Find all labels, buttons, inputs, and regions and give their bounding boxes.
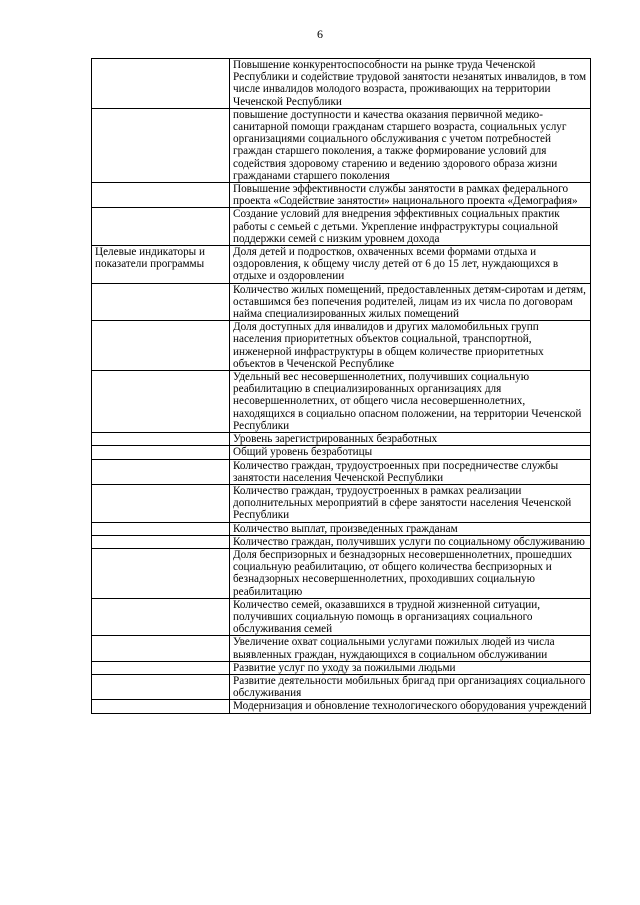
table-row — [92, 433, 591, 446]
row-value-cell: Увеличение охват социальными услугами пожилых людей из числа выявленных граждан, нуждающихся в социальном обслуживании — [230, 636, 591, 661]
table-row — [92, 459, 591, 484]
row-value-cell: Развитие услуг по уходу за пожилыми людьми — [230, 661, 591, 674]
table-row — [92, 484, 591, 522]
row-value-cell: Повышение конкурентоспособности на рынке труда Чеченской Республики и содействие трудовой занятости незанятых инвалидов, в том числе инвалидов молодого возраста, проживающих на территории Чеченской Республики — [230, 59, 591, 109]
target-indicators-label: Целевые индикаторы и показатели программы — [92, 246, 230, 284]
row-label-cell — [92, 108, 230, 182]
row-label-cell — [92, 522, 230, 535]
table-row — [92, 548, 591, 598]
row-label-cell — [92, 661, 230, 674]
table-row — [92, 371, 591, 433]
table-row — [92, 246, 591, 284]
table-row — [92, 598, 591, 636]
row-value-cell: Создание условий для внедрения эффективных социальных практик работы с семьей с детьми. Укрепление инфраструктуры социальной поддержки семей с низким уровнем дохода — [230, 208, 591, 246]
row-label-cell — [92, 535, 230, 548]
row-value-cell: Количество жилых помещений, предоставленных детям-сиротам и детям, оставшимся без попечения родителей, лицам из их числа по договорам найма специализированных жилых помещений — [230, 283, 591, 321]
row-label-cell — [92, 459, 230, 484]
page-number: 6 — [317, 27, 323, 41]
row-label-cell — [92, 283, 230, 321]
table-row — [92, 108, 591, 182]
row-value-cell: Общий уровень безработицы — [230, 446, 591, 459]
row-label-cell — [92, 371, 230, 433]
row-value-cell: Доля детей и подростков, охваченных всеми формами отдыха и оздоровления, к общему числу детей от 6 до 15 лет, нуждающихся в отдыхе и оздоровлении — [230, 246, 591, 284]
table-row — [92, 535, 591, 548]
table-row — [92, 183, 591, 208]
table-row — [92, 661, 591, 674]
row-value-cell: Количество семей, оказавшихся в трудной жизненной ситуации, получивших социальную помощь в организациях социального обслуживания семей — [230, 598, 591, 636]
row-label-cell — [92, 183, 230, 208]
row-value-cell: Доля доступных для инвалидов и других маломобильных групп населения приоритетных объектов социальной, транспортной, инженерной инфраструктуры в общем количестве приоритетных объектов в Чеченской Республике — [230, 321, 591, 371]
row-value-cell: Количество выплат, произведенных гражданам — [230, 522, 591, 535]
row-label-cell — [92, 208, 230, 246]
row-label-cell — [92, 548, 230, 598]
row-label-cell — [92, 598, 230, 636]
table-row — [92, 321, 591, 371]
row-value-cell: Доля беспризорных и безнадзорных несовершеннолетних, прошедших социальную реабилитацию, от общего количества беспризорных и безнадзорных несовершеннолетних, проходивших социальную реабилитацию — [230, 548, 591, 598]
row-value-cell: Повышение эффективности службы занятости в рамках федерального проекта «Содействие занятости» национального проекта «Демография» — [230, 183, 591, 208]
table-row — [92, 283, 591, 321]
row-label-cell — [92, 700, 230, 713]
row-label-cell — [92, 484, 230, 522]
row-label-cell — [92, 674, 230, 699]
row-value-cell: Количество граждан, получивших услуги по социальному обслуживанию — [230, 535, 591, 548]
row-value-cell: Количество граждан, трудоустроенных в рамках реализации дополнительных мероприятий в сфере занятости населения Чеченской Республики — [230, 484, 591, 522]
row-value-cell: Удельный вес несовершеннолетних, получивших социальную реабилитацию в специализированных организациях для несовершеннолетних, от общего числа несовершеннолетних, находящихся в социально опасном положении, на территории Чеченской Республики — [230, 371, 591, 433]
row-label-cell — [92, 321, 230, 371]
row-value-cell: Уровень зарегистрированных безработных — [230, 433, 591, 446]
row-value-cell: повышение доступности и качества оказания первичной медико-санитарной помощи гражданам старшего возраста, социальных услуг организациями социального обслуживания с учетом потребностей граждан старшего поколения, а также формирование условий для содействия здоровому старению и ведению здорового образа жизни гражданами старшего поколения — [230, 108, 591, 182]
row-label-cell — [92, 433, 230, 446]
table-row — [92, 208, 591, 246]
row-label-cell — [92, 446, 230, 459]
row-value-cell: Развитие деятельности мобильных бригад при организациях социального обслуживания — [230, 674, 591, 699]
table-row — [92, 522, 591, 535]
table-row — [92, 700, 591, 713]
row-label-cell — [92, 636, 230, 661]
table-row — [92, 446, 591, 459]
table-row — [92, 59, 591, 109]
table-row — [92, 674, 591, 699]
row-value-cell: Модернизация и обновление технологического оборудования учреждений — [230, 700, 591, 713]
row-label-cell — [92, 59, 230, 109]
program-passport-table — [91, 58, 591, 714]
table-row — [92, 636, 591, 661]
row-value-cell: Количество граждан, трудоустроенных при посредничестве службы занятости населения Чеченской Республики — [230, 459, 591, 484]
